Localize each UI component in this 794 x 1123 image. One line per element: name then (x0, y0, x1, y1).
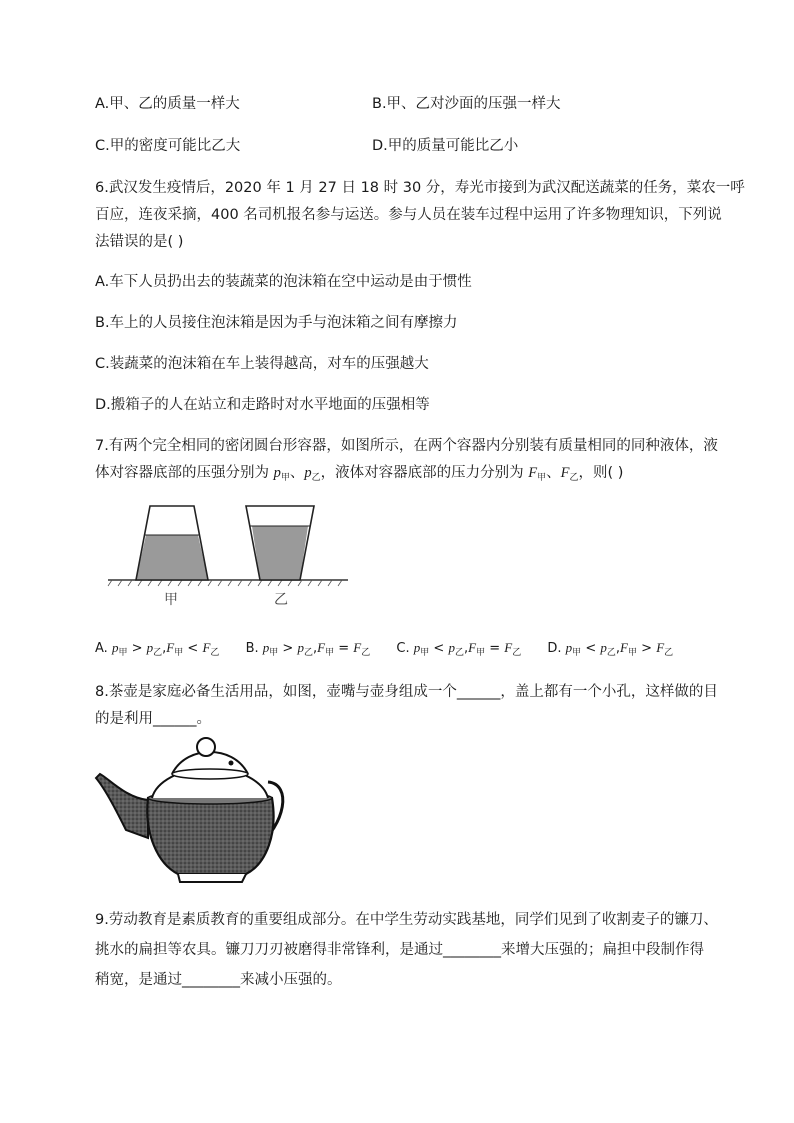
q6-option-a: A.车下人员扔出去的装蔬菜的泡沫箱在空中运动是由于惯性 (95, 274, 472, 290)
lid-hole-icon (229, 761, 234, 766)
q7-stem-text: 体对容器底部的压强分别为 (95, 465, 274, 481)
q9-stem-line-3: 稍宽，是通过________来减小压强的。 (95, 972, 342, 988)
q6-stem-line-1: 6.武汉发生疫情后，2020 年 1 月 27 日 18 时 30 分，寿光市接到为武汉配送蔬菜的任务，菜农一呼 (95, 180, 745, 196)
container-yi-liquid (252, 526, 308, 580)
teapot-figure (96, 738, 296, 888)
label-jia: 甲 (164, 592, 178, 608)
q7-stem-text-3: ，则( ) (578, 465, 624, 481)
q7-containers-figure (108, 500, 368, 610)
q7-stem-line-2: 体对容器底部的压强分别为 $p_甲$、$p_乙$，液体对容器底部的压力分别为 $F_甲$、$F_乙$，则( ) (95, 465, 624, 482)
q8-stem-line-1: 8.茶壶是家庭必备生活用品，如图，壶嘴与壶身组成一个______，盖上都有一个小孔，这样做的目 (95, 684, 718, 700)
q5-option-a: A.甲、乙的质量一样大 (95, 96, 240, 112)
q6-option-c: C.装蔬菜的泡沫箱在车上装得越高，对车的压强越大 (95, 356, 429, 372)
q7-stem-text-2: ，液体对容器底部的压力分别为 (320, 465, 529, 481)
p-jia: $p_甲$ (273, 465, 290, 482)
q5-option-d: D.甲的质量可能比乙小 (372, 138, 519, 154)
p-yi: $p_乙$ (304, 465, 321, 482)
q7-choice-a: A. $p_甲 > p_乙,F_甲 < F_乙$ (95, 640, 220, 657)
container-jia-liquid (136, 535, 208, 580)
q6-option-d: D.搬箱子的人在站立和走路时对水平地面的压强相等 (95, 397, 430, 413)
q7-choice-c: C. $p_甲 < p_乙,F_甲 = F_乙$ (396, 640, 522, 657)
q7-choice-d: D. $p_甲 < p_乙,F_甲 > F_乙$ (547, 640, 674, 657)
q7-choices (95, 640, 695, 658)
q7-choice-b: B. $p_甲 > p_乙,F_甲 = F_乙$ (245, 640, 371, 657)
q5-option-b: B.甲、乙对沙面的压强一样大 (372, 96, 561, 112)
f-yi: $F_乙$ (560, 465, 579, 482)
q6-stem-line-2: 百应，连夜采摘，400 名司机报名参与运送。参与人员在装车过程中运用了许多物理知识，下列说 (95, 207, 722, 223)
label-yi: 乙 (274, 592, 288, 608)
q6-stem-line-3: 法错误的是( ) (95, 234, 184, 250)
q7-stem-line-1: 7.有两个完全相同的密闭圆台形容器，如图所示，在两个容器内分别装有质量相同的同种液体，液 (95, 438, 718, 454)
q5-option-c: C.甲的密度可能比乙大 (95, 138, 241, 154)
q6-option-b: B.车上的人员接住泡沫箱是因为手与泡沫箱之间有摩擦力 (95, 315, 458, 331)
q8-stem-line-2: 的是利用______。 (95, 711, 211, 727)
f-jia: $F_甲$ (528, 465, 547, 482)
q9-stem-line-2: 挑水的扁担等农具。镰刀刀刃被磨得非常锋利，是通过________来增大压强的；扁担中段制作得 (95, 942, 704, 958)
q9-stem-line-1: 9.劳动教育是素质教育的重要组成部分。在中学生劳动实践基地，同学们见到了收割麦子的镰刀、 (95, 912, 718, 928)
